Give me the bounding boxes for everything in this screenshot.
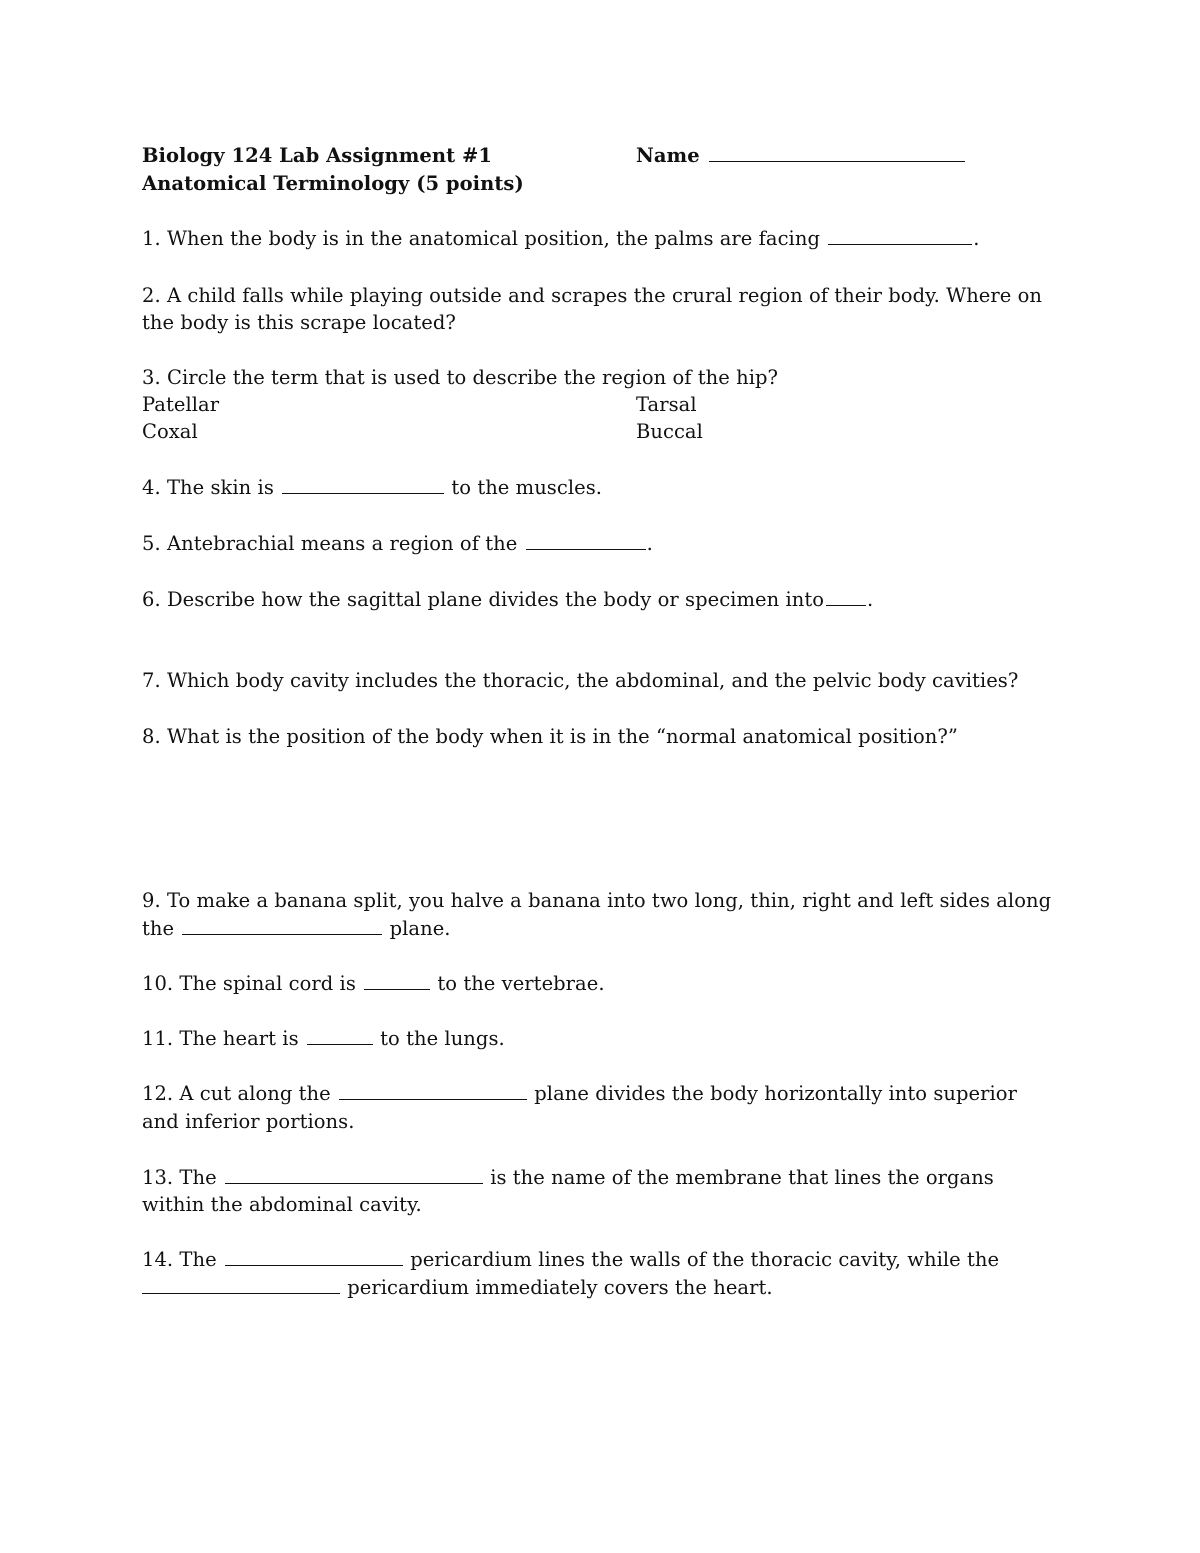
option-buccal[interactable]: Buccal: [636, 420, 703, 443]
question-14-line-2: [142, 1274, 773, 1302]
answer-blank[interactable]: [828, 226, 972, 245]
question-number: 12.: [142, 1082, 174, 1105]
question-number: 7.: [142, 669, 161, 692]
question-text: Describe how the sagittal plane divides the body or specimen into: [166, 588, 825, 611]
question-number: 2.: [142, 284, 161, 307]
question-text: To make a banana split, you halve a banana into two long, thin, right and left sides along: [166, 889, 1052, 912]
question-text: The skin is: [166, 476, 274, 499]
question-2-line-1: [142, 282, 1042, 310]
answer-blank[interactable]: [142, 1275, 340, 1294]
question-5: [142, 530, 653, 558]
question-text: A cut along the: [179, 1082, 331, 1105]
question-text: The spinal cord is: [179, 972, 356, 995]
question-number: 10.: [142, 972, 174, 995]
question-4: [142, 474, 602, 502]
question-text-end: is the name of the membrane that lines the organs: [490, 1166, 994, 1189]
question-text: Which body cavity includes the thoracic, the abdominal, and the pelvic body cavities?: [166, 669, 1019, 692]
question-7: [142, 667, 1018, 695]
question-9-line-2: [142, 915, 451, 943]
question-13-line-2: within the abdominal cavity.: [142, 1193, 422, 1216]
question-text: When the body is in the anatomical position, the palms are facing: [166, 227, 820, 250]
name-blank[interactable]: [709, 143, 965, 162]
question-text-end: .: [646, 532, 653, 555]
question-text-end: to the lungs.: [380, 1027, 505, 1050]
option-tarsal[interactable]: Tarsal: [636, 393, 697, 416]
question-12-line-1: [142, 1080, 1017, 1108]
question-text: The: [179, 1248, 217, 1271]
answer-blank[interactable]: [282, 475, 444, 494]
question-number: 8.: [142, 725, 161, 748]
question-8: [142, 723, 958, 751]
question-text-end: .: [867, 588, 874, 611]
option-patellar[interactable]: Patellar: [142, 393, 220, 416]
question-13-line-1: [142, 1164, 994, 1192]
answer-blank[interactable]: [826, 587, 866, 606]
question-1: [142, 225, 979, 253]
question-text-end: to the vertebrae.: [437, 972, 605, 995]
question-11: [142, 1025, 505, 1053]
answer-blank[interactable]: [182, 916, 382, 935]
question-text: The heart is: [179, 1027, 299, 1050]
question-text-end: pericardium lines the walls of the thoracic cavity, while the: [410, 1248, 1000, 1271]
answer-blank[interactable]: [225, 1247, 403, 1266]
question-text-end: plane divides the body horizontally into superior: [534, 1082, 1017, 1105]
question-9-line-1: [142, 887, 1051, 915]
course-title: Biology 124 Lab Assignment #1: [142, 144, 493, 167]
question-text-end: pericardium immediately covers the heart.: [347, 1276, 773, 1299]
question-6: [142, 586, 873, 614]
question-2-line-2: the body is this scrape located?: [142, 311, 456, 334]
question-10: [142, 970, 605, 998]
answer-blank[interactable]: [526, 531, 646, 550]
answer-blank[interactable]: [225, 1165, 483, 1184]
answer-blank[interactable]: [339, 1081, 527, 1100]
question-text: the: [142, 917, 175, 940]
question-text-end: .: [973, 227, 980, 250]
question-number: 11.: [142, 1027, 174, 1050]
question-text: The: [179, 1166, 217, 1189]
question-text-end: to the muscles.: [451, 476, 603, 499]
answer-blank[interactable]: [364, 971, 430, 990]
question-text-end: plane.: [389, 917, 451, 940]
question-text: A child falls while playing outside and scrapes the crural region of their body. Where on: [166, 284, 1042, 307]
question-text: Antebrachial means a region of the: [166, 532, 518, 555]
name-label: Name: [636, 144, 700, 167]
option-coxal[interactable]: Coxal: [142, 420, 198, 443]
question-number: 13.: [142, 1166, 174, 1189]
assignment-subtitle: Anatomical Terminology (5 points): [142, 172, 524, 195]
answer-blank[interactable]: [307, 1026, 373, 1045]
question-number: 4.: [142, 476, 161, 499]
question-number: 3.: [142, 366, 161, 389]
question-number: 9.: [142, 889, 161, 912]
question-number: 1.: [142, 227, 161, 250]
name-field[interactable]: [636, 142, 966, 170]
question-3: [142, 364, 778, 392]
question-12-line-2: and inferior portions.: [142, 1110, 355, 1133]
question-text: What is the position of the body when it is in the “normal anatomical position?”: [166, 725, 958, 748]
question-text: Circle the term that is used to describe the region of the hip?: [166, 366, 779, 389]
question-number: 6.: [142, 588, 161, 611]
question-number: 14.: [142, 1248, 174, 1271]
question-14-line-1: [142, 1246, 999, 1274]
question-number: 5.: [142, 532, 161, 555]
